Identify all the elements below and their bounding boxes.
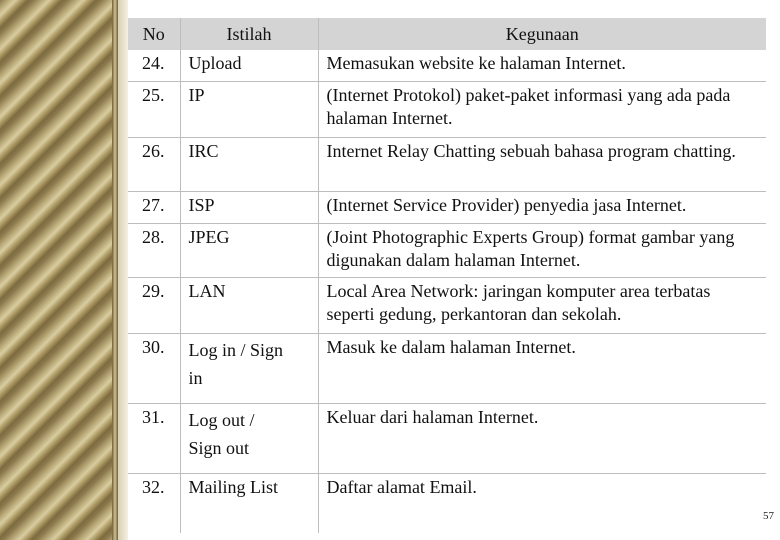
header-usage: Kegunaan — [318, 18, 766, 50]
page-number: 57 — [763, 510, 774, 522]
row-term: IP — [180, 81, 318, 137]
glossary-table-container — [128, 18, 766, 533]
decorative-border — [0, 0, 118, 540]
row-number: 31. — [128, 403, 180, 473]
row-usage: Daftar alamat Email. — [326, 476, 477, 497]
table-row — [128, 403, 766, 473]
row-usage: (Joint Photographic Experts Group) format gambar yang digunakan dalam halaman Internet. — [318, 223, 766, 277]
table-row — [128, 137, 766, 191]
row-term: ISP — [180, 191, 318, 223]
slide-edge — [118, 0, 128, 540]
row-usage: Keluar dari halaman Internet. — [318, 403, 766, 473]
row-usage: Masuk ke dalam halaman Internet. — [318, 333, 766, 403]
row-term — [180, 403, 318, 473]
table-row — [128, 277, 766, 333]
table-row — [128, 333, 766, 403]
table-row — [128, 223, 766, 277]
row-number: 24. — [128, 50, 180, 81]
row-number: 30. — [128, 333, 180, 403]
row-usage: Internet Relay Chatting sebuah bahasa program chatting. — [318, 137, 766, 191]
row-number: 26. — [128, 137, 180, 191]
row-number: 27. — [128, 191, 180, 223]
row-term: LAN — [180, 277, 318, 333]
row-term: Upload — [180, 50, 318, 81]
row-usage: Memasukan website ke halaman Internet. — [318, 50, 766, 81]
row-term: Mailing List — [180, 473, 318, 533]
row-term: JPEG — [180, 223, 318, 277]
row-usage: Local Area Network: jaringan komputer area terbatas seperti gedung, perkantoran dan sekolah. — [318, 277, 766, 333]
row-number: 25. — [128, 81, 180, 137]
table-header-row — [128, 18, 766, 50]
table-row — [128, 81, 766, 137]
row-number: 28. — [128, 223, 180, 277]
table-row — [128, 473, 766, 533]
row-term-text: Log in / Sign in — [188, 339, 284, 388]
glossary-table — [128, 18, 766, 533]
row-term: IRC — [180, 137, 318, 191]
header-no: No — [128, 18, 180, 50]
table-row — [128, 191, 766, 223]
row-number: 29. — [128, 277, 180, 333]
row-usage: (Internet Service Provider) penyedia jasa Internet. — [318, 191, 766, 223]
header-term: Istilah — [180, 18, 318, 50]
row-term — [180, 333, 318, 403]
row-number: 32. — [128, 473, 180, 533]
row-term-text: Log out / Sign out — [188, 409, 255, 458]
row-usage: (Internet Protokol) paket-paket informasi yang ada pada halaman Internet. — [318, 81, 766, 137]
table-row — [128, 50, 766, 81]
